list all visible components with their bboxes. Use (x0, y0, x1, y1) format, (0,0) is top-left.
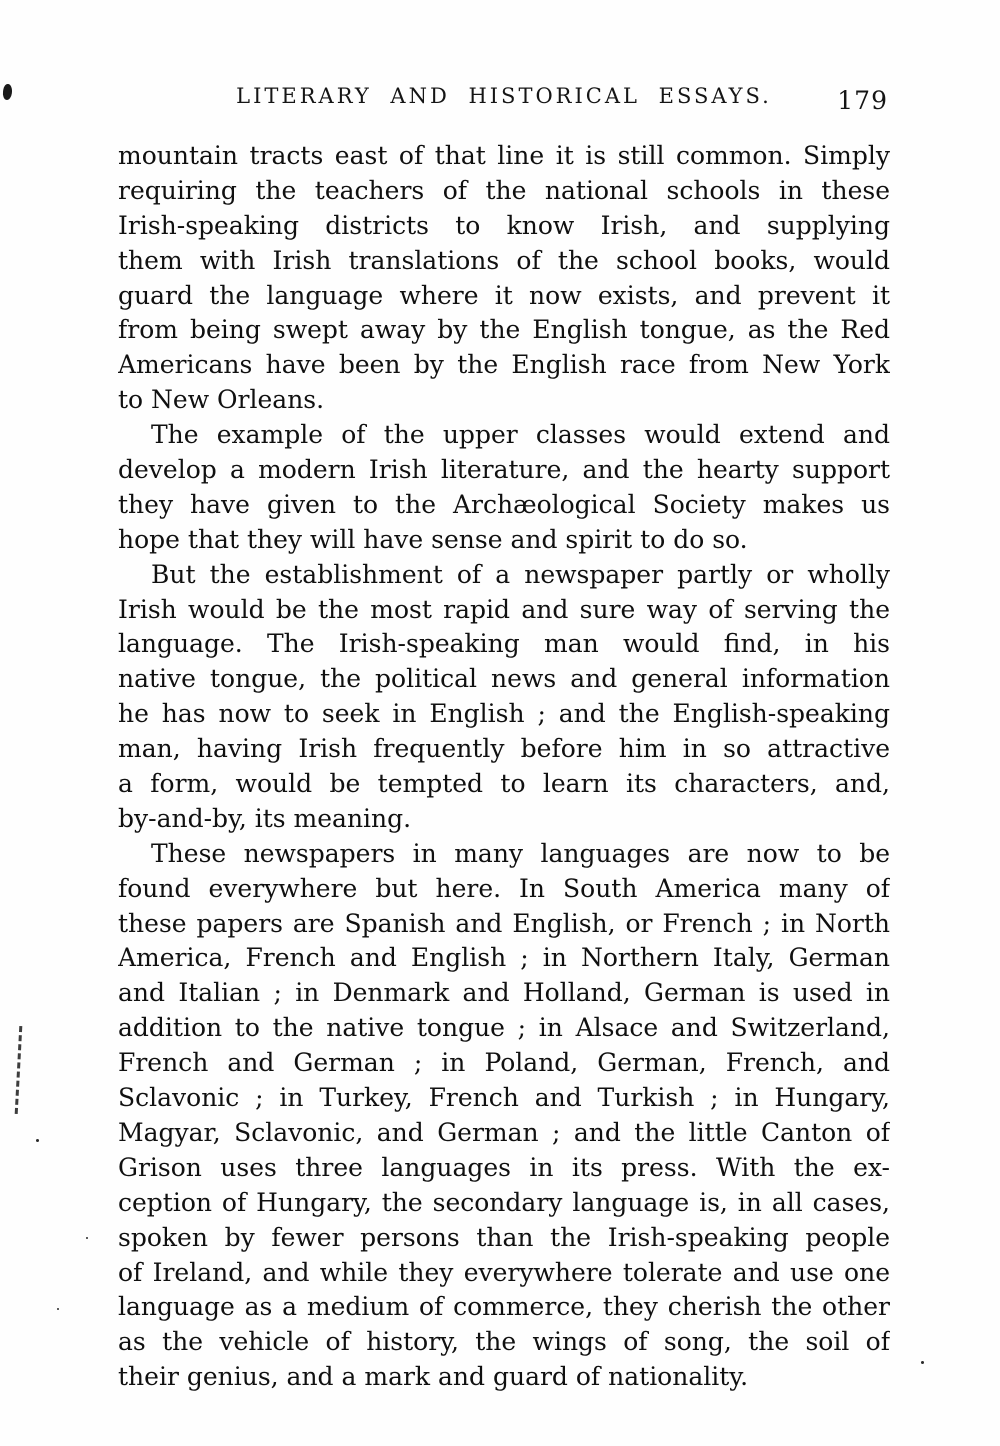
paper-speck (57, 1308, 59, 1310)
text-line: Grison uses three languages in its press. With the ex- (118, 1152, 890, 1182)
text-line: hope that they will have sense and spirit to do so. (118, 524, 748, 554)
text-line: addition to the native tongue ; in Alsace and Switzerland, (118, 1013, 890, 1043)
text-line: he has now to seek in English ; and the English-speaking (118, 699, 890, 729)
text-line: develop a modern Irish literature, and the hearty support (118, 455, 890, 485)
paper-speck (86, 1237, 88, 1239)
text-line: from being swept away by the English tongue, as the Red (118, 315, 890, 345)
paper-speck (921, 1361, 924, 1364)
pencil-margin-mark (15, 1026, 23, 1114)
text-line: guard the language where it now exists, and prevent it (118, 280, 890, 310)
running-header (118, 84, 890, 116)
text-line: found everywhere but here. In South America many of (118, 873, 890, 903)
paper-speck (36, 1139, 39, 1142)
text-line: spoken by fewer persons than the Irish-speaking people (118, 1222, 890, 1252)
text-line: native tongue, the political news and general information (118, 664, 890, 694)
page-number: 179 (837, 86, 888, 115)
text-line: requiring the teachers of the national schools in these (118, 175, 890, 205)
text-line: mountain tracts east of that line it is still common. Simply (118, 141, 890, 170)
page-text (118, 139, 890, 1395)
text-line: Irish would be the most rapid and sure way of serving the (118, 594, 890, 624)
text-line: But the establishment of a newspaper partly or wholly (151, 559, 890, 589)
text-line: their genius, and a mark and guard of nationality. (118, 1362, 749, 1392)
ink-blot-mark (2, 83, 13, 100)
text-line: language. The Irish-speaking man would find, in his (118, 629, 890, 659)
text-line: a form, would be tempted to learn its characters, and, (118, 769, 890, 799)
text-line: language as a medium of commerce, they cherish the other (118, 1292, 890, 1322)
header-title: LITERARY AND HISTORICAL ESSAYS. (236, 84, 772, 108)
text-line: ception of Hungary, the secondary language is, in all cases, (118, 1187, 890, 1217)
text-line: to New Orleans. (118, 385, 325, 415)
text-line: Magyar, Sclavonic, and German ; and the little Canton of (118, 1117, 890, 1147)
text-line: these papers are Spanish and English, or French ; in North (118, 908, 890, 938)
text-line: America, French and English ; in Northern Italy, German (118, 943, 890, 973)
text-line: Irish-speaking districts to know Irish, and supplying (118, 210, 890, 240)
text-line: by-and-by, its meaning. (118, 803, 412, 833)
text-line: of Ireland, and while they everywhere tolerate and use one (118, 1257, 890, 1287)
text-line: Sclavonic ; in Turkey, French and Turkish ; in Hungary, (118, 1083, 890, 1113)
text-line: These newspapers in many languages are now to be (151, 838, 890, 868)
text-line: they have given to the Archæological Society makes us (118, 489, 890, 519)
text-line: The example of the upper classes would extend and (151, 420, 890, 450)
text-line: as the vehicle of history, the wings of song, the soil of (118, 1327, 890, 1357)
text-line: them with Irish translations of the school books, would (118, 245, 890, 275)
text-line: and Italian ; in Denmark and Holland, German is used in (118, 978, 890, 1008)
text-line: man, having Irish frequently before him in so attractive (118, 734, 890, 764)
text-line: French and German ; in Poland, German, French, and (118, 1048, 890, 1078)
text-line: Americans have been by the English race from New York (118, 350, 890, 380)
